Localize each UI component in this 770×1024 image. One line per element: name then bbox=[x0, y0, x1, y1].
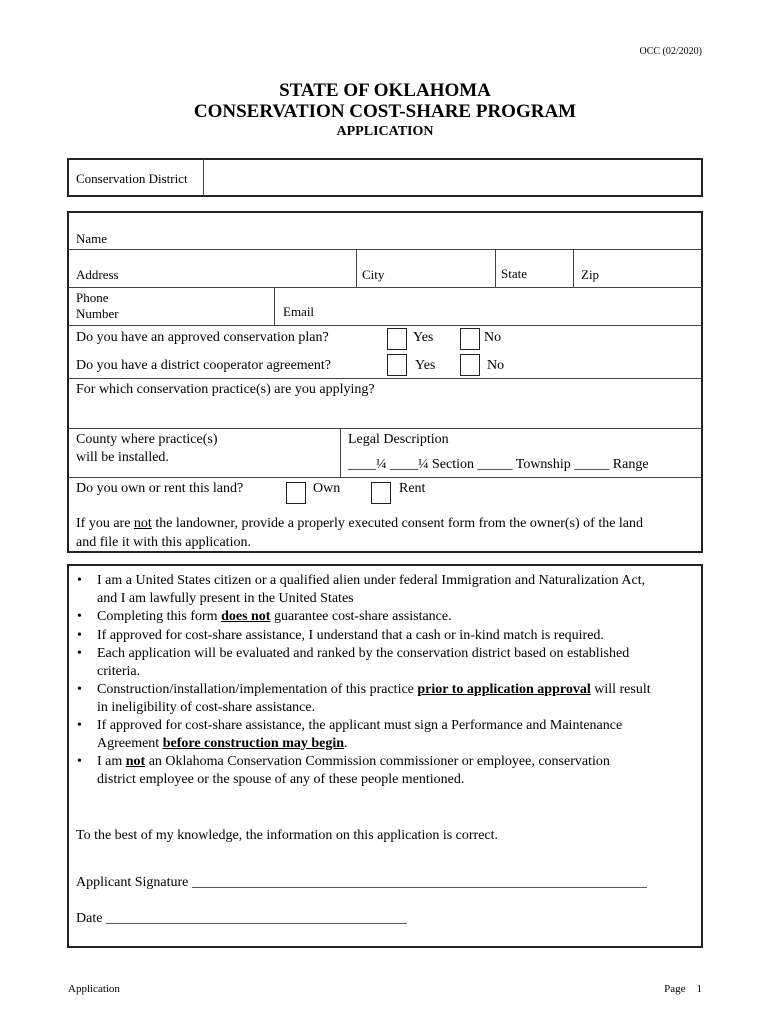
agreement-no-label: No bbox=[487, 358, 505, 373]
page-title: STATE OF OKLAHOMA bbox=[279, 80, 491, 101]
bullet-4-line1: Each application will be evaluated and ranked by the conservation district based on established bbox=[97, 646, 630, 661]
row-divider bbox=[68, 325, 702, 326]
row-divider bbox=[68, 378, 702, 379]
state-label: State bbox=[501, 266, 527, 281]
zip-label: Zip bbox=[581, 267, 600, 282]
county-label: County where practice(s) bbox=[76, 432, 218, 447]
bullet-4-line2: criteria. bbox=[97, 663, 141, 679]
landowner-note-rest: the landowner, provide a properly executed consent form from the owner(s) of the land bbox=[151, 516, 644, 531]
bullet-5-line2: in ineligibility of cost-share assistance. bbox=[97, 699, 316, 715]
attestation: To the best of my knowledge, the information on this application is correct. bbox=[76, 828, 499, 843]
list-item bbox=[77, 717, 695, 752]
district-divider bbox=[203, 159, 204, 196]
address-label: Address bbox=[76, 267, 119, 282]
practice-question: For which conservation practice(s) are you applying? bbox=[76, 382, 375, 397]
date-line[interactable]: Date ___________________________________________ bbox=[76, 911, 407, 926]
landowner-note-line2: and file it with this application. bbox=[76, 535, 251, 550]
plan-no-label: No bbox=[484, 330, 502, 345]
rent-label: Rent bbox=[399, 481, 426, 496]
county-label-line2: will be installed. bbox=[76, 450, 169, 465]
agreement-question: Do you have a district cooperator agreement? bbox=[76, 358, 332, 373]
practice-field[interactable] bbox=[70, 400, 700, 426]
row-divider bbox=[68, 249, 702, 250]
page-subtitle: APPLICATION bbox=[336, 124, 434, 139]
bullet-6-line2-pre: Agreement bbox=[97, 735, 163, 751]
bullet-1-line2: and I am lawfully present in the United States bbox=[97, 590, 354, 606]
legal-description-line: ____¼ ____¼ Section _____ Township _____ Range bbox=[348, 457, 649, 472]
plan-yes-label: Yes bbox=[413, 330, 434, 345]
page-number bbox=[664, 983, 702, 995]
name-field[interactable] bbox=[120, 213, 700, 248]
agreement-yes-checkbox[interactable] bbox=[387, 354, 407, 376]
plan-question: Do you have an approved conservation plan? bbox=[76, 330, 329, 345]
row-divider bbox=[68, 477, 702, 478]
col-divider bbox=[495, 250, 496, 287]
page-label: Page bbox=[664, 983, 686, 995]
bullet-6-line2-post: . bbox=[344, 735, 348, 751]
legal-description-label: Legal Description bbox=[348, 432, 449, 447]
list-item bbox=[77, 645, 695, 680]
bullet-6-line1: If approved for cost-share assistance, the applicant must sign a Performance and Maintenance bbox=[97, 718, 623, 733]
bullet-5-post: will result bbox=[590, 682, 651, 697]
footer-label: Application bbox=[68, 983, 120, 995]
col-divider bbox=[573, 250, 574, 287]
email-label: Email bbox=[283, 304, 315, 319]
col-divider bbox=[356, 250, 357, 287]
bullet-7-pre: I am bbox=[97, 754, 126, 769]
agreement-no-checkbox[interactable] bbox=[460, 354, 480, 376]
name-label: Name bbox=[76, 231, 108, 246]
page-number-value: 1 bbox=[696, 983, 702, 995]
plan-yes-checkbox[interactable] bbox=[387, 328, 407, 350]
list-item bbox=[77, 753, 695, 788]
row-divider bbox=[68, 287, 702, 288]
bullet-7-emph: not bbox=[125, 754, 146, 769]
landowner-note-prefix: If you are bbox=[76, 516, 134, 531]
bullet-5-emph: prior to application approval bbox=[417, 682, 591, 697]
bullet-2-pre: Completing this form bbox=[97, 609, 222, 624]
form-id: OCC (02/2020) bbox=[639, 46, 702, 57]
col-divider bbox=[340, 429, 341, 477]
list-item bbox=[77, 608, 695, 626]
phone-label: Phone bbox=[76, 290, 109, 305]
list-item bbox=[77, 627, 695, 645]
own-checkbox[interactable] bbox=[286, 482, 306, 504]
bullet-7-post: an Oklahoma Conservation Commission commissioner or employee, conservation bbox=[145, 754, 610, 769]
program-title: CONSERVATION COST-SHARE PROGRAM bbox=[193, 101, 577, 122]
landowner-note bbox=[76, 516, 643, 532]
signature-line[interactable]: Applicant Signature _________________________________________________________________ bbox=[76, 875, 647, 890]
bullet-7-line2: district employee or the spouse of any of these people mentioned. bbox=[97, 771, 465, 787]
plan-no-checkbox[interactable] bbox=[460, 328, 480, 350]
bullet-2-post: guarantee cost-share assistance. bbox=[270, 609, 452, 624]
own-rent-question: Do you own or rent this land? bbox=[76, 481, 244, 496]
row-divider bbox=[68, 428, 702, 429]
bullet-1-line1: I am a United States citizen or a qualified alien under federal Immigration and Naturalization Act, bbox=[97, 573, 646, 588]
bullet-3: If approved for cost-share assistance, I understand that a cash or in-kind match is required. bbox=[97, 627, 604, 643]
bullet-6-emph: before construction may begin bbox=[162, 735, 345, 751]
certification-list bbox=[77, 572, 695, 789]
rent-checkbox[interactable] bbox=[371, 482, 391, 504]
district-field[interactable] bbox=[205, 160, 701, 195]
phone-label-line2: Number bbox=[76, 306, 119, 321]
district-label: Conservation District bbox=[76, 171, 188, 186]
list-item bbox=[77, 572, 695, 607]
city-label: City bbox=[362, 267, 385, 282]
bullet-5-pre: Construction/installation/implementation of this practice bbox=[97, 682, 418, 697]
landowner-note-not: not bbox=[133, 516, 152, 531]
list-item bbox=[77, 681, 695, 716]
col-divider bbox=[274, 288, 275, 325]
agreement-yes-label: Yes bbox=[415, 358, 436, 373]
bullet-2-emph: does not bbox=[221, 609, 271, 624]
own-label: Own bbox=[313, 481, 341, 496]
